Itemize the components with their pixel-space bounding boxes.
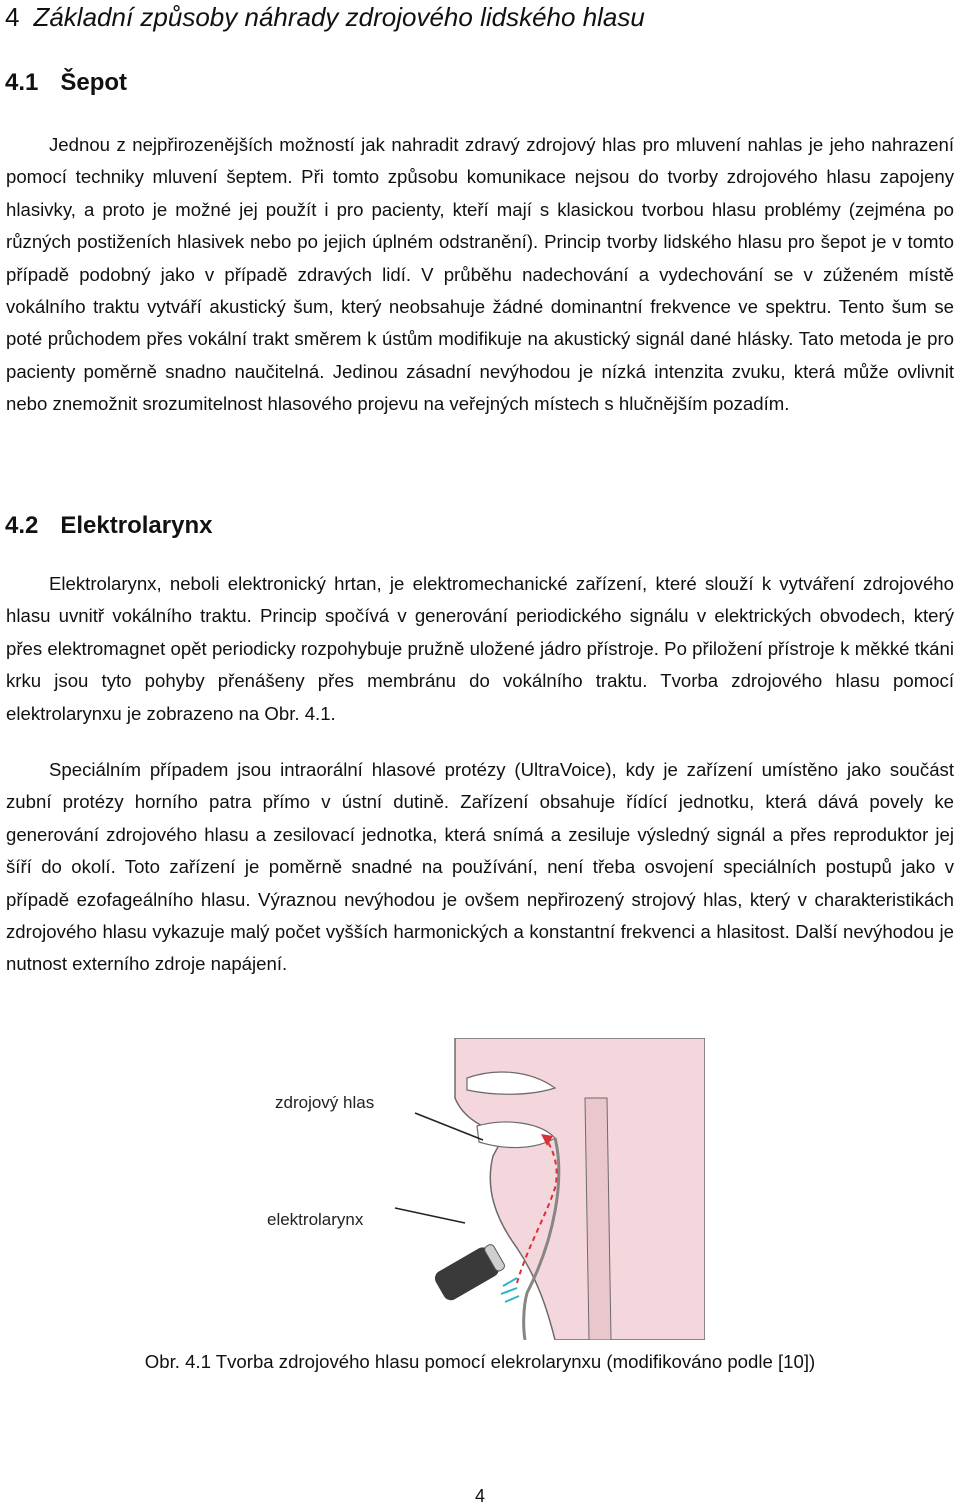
figure-caption: Obr. 4.1 Tvorba zdrojového hlasu pomocí elekrolarynxu (modifikováno podle [10]) [144,1351,816,1372]
head-cross-section-illustration [255,1038,705,1340]
paragraph-text: Jednou z nejpřirozenějších možností jak nahradit zdravý zdrojový hlas pro mluvení nahlas je jeho nahrazení pomocí techniky mluvení šeptem. Při tomto způsobu komunikace nejsou do tvorby zdrojového hlasu zapojeny hlasivky, a proto je možné jej použít i pro pacienty, kteří mají s klasickou tvorbou hlasu problémy (zejména po různých postiženích hlasivek nebo po jejich úplném odstranění). Princip tvorby lidského hlasu pro šepot je v tomto případě podobný jako v případě zdravých lidí. V průběhu nadechování a vydechování se v zúženém místě vokálního traktu vytváří akustický šum, který neobsahuje žádné dominantní frekvence ve spektru. Tento šum se poté průchodem přes vokální trakt směrem k ústům modifikuje na akustický signál dané hlásky. Tato metoda je pro pacienty poměrně snadno naučitelná. Jedinou zásadní nevýhodou je nízká intenzita zvuku, která může ovlivnit nebo znemožnit srozumitelnost hlasového projevu na veřejných místech s hlučnějším pozadím. [6,134,954,415]
paragraph-text: Elektrolarynx, neboli elektronický hrtan, je elektromechanické zařízení, které slouží k vytváření zdrojového hlasu uvnitř vokálního traktu. Princip spočívá v generování periodického signálu v elektrických obvodech, který přes elektromagnet opět periodicky rozpohybuje pružně uložené jádro přístroje. Po přiložení přístroje k měkké tkáni krku jsou tyto pohyby přenášeny přes membránu do vokálního traktu. Tvorba zdrojového hlasu pomocí elektrolarynxu je zobrazeno na Obr. 4.1. [6,573,954,724]
chapter-title: Základní způsoby náhrady zdrojového lidského hlasu [33,2,645,32]
page-number: 4 [474,1486,485,1506]
section-title: Šepot [60,69,128,96]
section-heading-elektrolarynx [5,509,212,543]
paragraph-sepot [6,129,954,421]
electrolarynx-device-icon [432,1241,507,1303]
spine [585,1098,611,1340]
chapter-heading [5,0,645,36]
vibration-marks [501,1278,519,1302]
section-number: 4.1 [5,69,39,96]
paragraph-elektrolarynx-1 [6,568,954,730]
paragraph-elektrolarynx-2 [6,754,954,981]
figure-electrolarynx [255,1038,705,1340]
chapter-number: 4 [5,2,20,32]
section-title: Elektrolarynx [60,512,213,539]
section-number: 4.2 [5,512,39,539]
section-heading-sepot [5,66,127,100]
label-electrolarynx: elektrolarynx [267,1210,364,1229]
label-source-voice: zdrojový hlas [275,1093,375,1112]
pointer-line-device [395,1208,465,1223]
paragraph-text: Speciálním případem jsou intraorální hlasové protézy (UltraVoice), kdy je zařízení umístěno jako součást zubní protézy horního patra přímo v ústní dutině. Zařízení obsahuje řídící jednotku, která dává povely ke generování zdrojového hlasu a zesilovací jednotka, která snímá a zesiluje výsledný signál a přes reproduktor jej šíří do okolí. Toto zařízení je poměrně snadné na používání, není třeba osvojení speciálních postupů jako v případě ezofageálního hlasu. Výraznou nevýhodou je ovšem nepřirozený strojový hlas, který v charakteristikách zdrojového hlasu vykazuje malý počet vyšších harmonických a konstantní frekvenci a hlasitost. Další nevýhodou je nutnost externího zdroje napájení. [6,759,954,975]
